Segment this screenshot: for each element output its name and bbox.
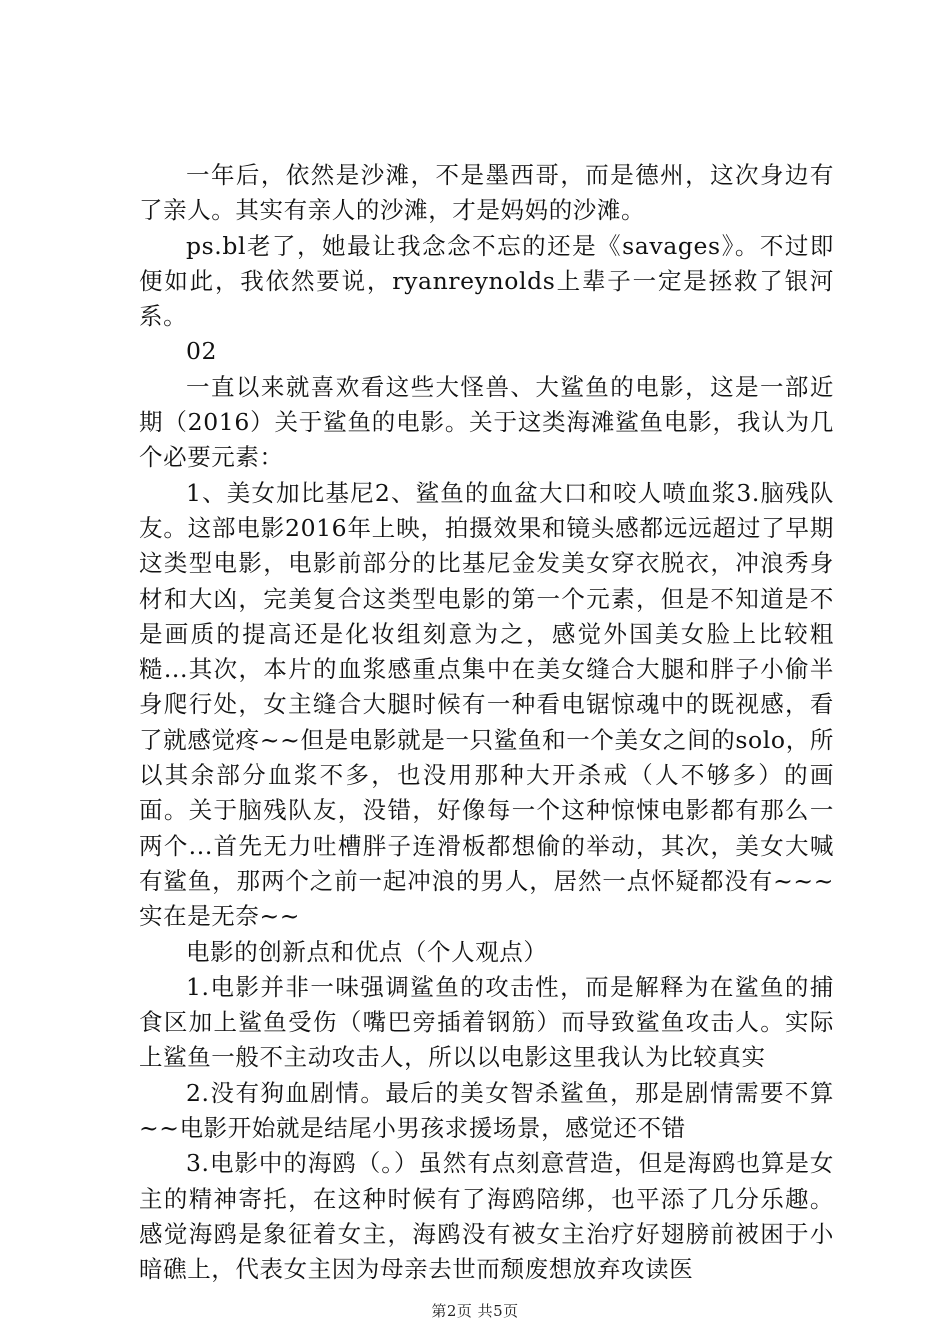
- page-footer: 第2页 共5页: [431, 1302, 519, 1320]
- section-number: 02: [186, 337, 218, 366]
- point-3: 3.电影中的海鸥（。）虽然有点刻意营造，但是海鸥也算是女主的精神寄托，在这种时候有了海鸥陪绑，也平添了几分乐趣。感觉海鸥是象征着女主，海鸥没有被女主治疗好翅膀前被困于小暗礁上，代表女主因为母亲去世而颓废想放弃攻读医: [139, 1149, 834, 1284]
- document-body: [139, 158, 834, 1288]
- paragraph-4: 1、美女加比基尼2、鲨鱼的血盆大口和咬人喷血浆3.脑残队友。这部电影2016年上映，拍摄效果和镜头感都远远超过了早期这类型电影，电影前部分的比基尼金发美女穿衣脱衣，冲浪秀身材和大凶，完美复合这类型电影的第一个元素，但是不知道是不是画质的提高还是化妆组刻意为之，感觉外国美女脸上比较粗糙...其次，本片的血浆感重点集中在美女缝合大腿和胖子小偷半身爬行处，女主缝合大腿时候有一种看电锯惊魂中的既视感，看了就感觉疼~~但是电影就是一只鲨鱼和一个美女之间的solo，所以其余部分血浆不多，也没用那种大开杀戒（人不够多）的画面。关于脑残队友，没错，好像每一个这种惊悚电影都有那么一两个...首先无力吐槽胖子连滑板都想偷的举动，其次，美女大喊有鲨鱼，那两个之前一起冲浪的男人，居然一点怀疑都没有~~~实在是无奈~~: [139, 478, 834, 931]
- paragraph-3: 一直以来就喜欢看这些大怪兽、大鲨鱼的电影，这是一部近期（2016）关于鲨鱼的电影。关于这类海滩鲨鱼电影，我认为几个必要元素：: [139, 372, 834, 472]
- point-1: 1.电影并非一味强调鲨鱼的攻击性，而是解释为在鲨鱼的捕食区加上鲨鱼受伤（嘴巴旁插着钢筋）而导致鲨鱼攻击人。实际上鲨鱼一般不主动攻击人，所以以电影这里我认为比较真实: [139, 972, 834, 1072]
- subheading-innovation: 电影的创新点和优点（个人观点）: [186, 937, 548, 966]
- paragraph-1: 一年后，依然是沙滩，不是墨西哥，而是德州，这次身边有了亲人。其实有亲人的沙滩，才是妈妈的沙滩。: [139, 161, 834, 225]
- paragraph-2: ps.bl老了，她最让我念念不忘的还是《savages》。不过即便如此，我依然要说，ryanreynolds上辈子一定是拯救了银河系。: [139, 231, 834, 331]
- point-2: 2.没有狗血剧情。最后的美女智杀鲨鱼，那是剧情需要不算~~电影开始就是结尾小男孩求援场景，感觉还不错: [139, 1078, 834, 1143]
